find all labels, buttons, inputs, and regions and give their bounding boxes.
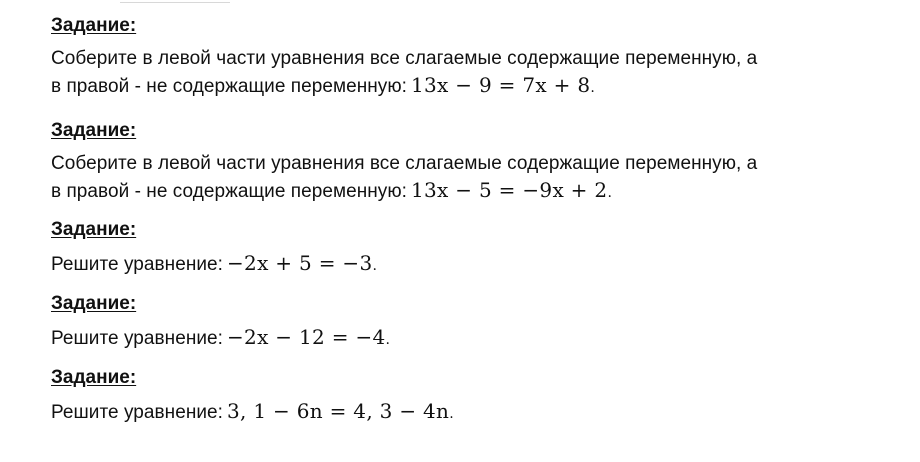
equation: 3, 1 − 6n = 4, 3 − 4n	[226, 399, 450, 423]
task-heading: Задание:	[51, 120, 137, 141]
equation-end-mark: .	[607, 185, 612, 201]
task-heading: Задание:	[51, 219, 137, 240]
task-instruction	[51, 250, 377, 280]
task-heading: Задание:	[51, 367, 137, 388]
equation: 13x − 5 = −9x + 2	[410, 178, 608, 202]
task-instruction	[51, 398, 454, 428]
task-heading: Задание:	[51, 293, 137, 314]
task-4	[51, 292, 390, 354]
instruction-text: Решите уравнение:	[51, 254, 223, 275]
task-instruction	[51, 45, 757, 102]
cropped-top-edge	[120, 0, 230, 3]
task-1	[51, 14, 757, 102]
instruction-line-2-text: в правой - не содержащие переменную:	[51, 76, 407, 97]
equation-end-mark: .	[590, 80, 595, 96]
task-3	[51, 218, 377, 280]
instruction-text: Решите уравнение:	[51, 328, 223, 349]
equation-end-mark: .	[385, 332, 391, 348]
task-2	[51, 119, 757, 207]
instruction-line-2	[51, 177, 757, 207]
instruction-line-2	[51, 72, 757, 102]
task-instruction	[51, 150, 757, 207]
equation: 13x − 9 = 7x + 8	[410, 73, 591, 97]
equation: −2x + 5 = −3	[226, 251, 373, 275]
instruction-line-2-text: в правой - не содержащие переменную:	[51, 181, 407, 202]
task-heading: Задание:	[51, 15, 137, 36]
equation-end-mark: .	[449, 406, 454, 422]
instruction-line-1: Соберите в левой части уравнения все слагаемые содержащие переменную, а	[51, 48, 758, 69]
equation: −2x − 12 = −4	[226, 325, 386, 349]
task-instruction	[51, 324, 390, 354]
instruction-line-1: Соберите в левой части уравнения все слагаемые содержащие переменную, а	[51, 153, 758, 174]
task-5	[51, 366, 454, 428]
equation-end-mark: .	[372, 258, 378, 274]
instruction-text: Решите уравнение:	[51, 402, 223, 423]
